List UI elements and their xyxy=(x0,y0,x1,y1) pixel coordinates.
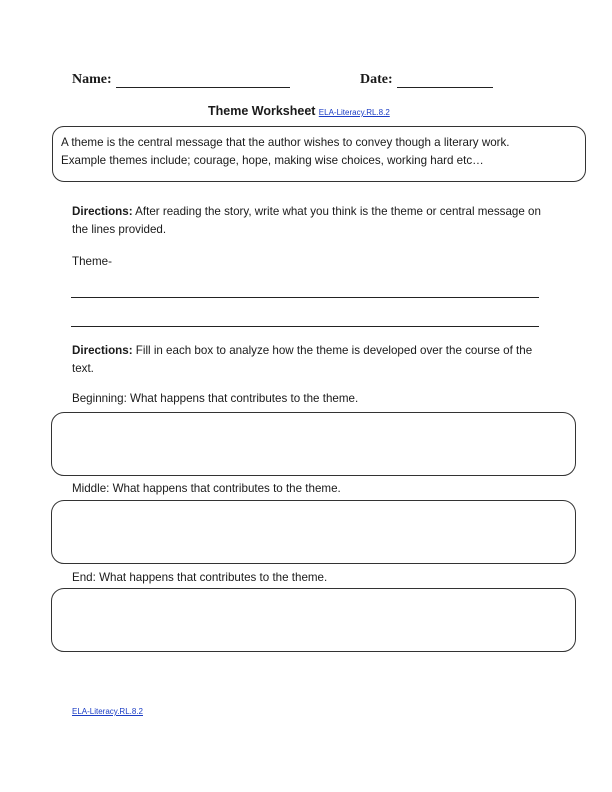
theme-label: Theme- xyxy=(72,255,112,268)
theme-answer-line-1[interactable] xyxy=(71,297,539,298)
directions-1 xyxy=(72,203,542,239)
title-text: Theme Worksheet xyxy=(208,104,316,118)
directions-1-label: Directions: xyxy=(72,205,133,218)
directions-2-text: Fill in each box to analyze how the theme is developed over the course of the text. xyxy=(72,344,533,375)
name-field[interactable] xyxy=(116,72,290,88)
worksheet-title xyxy=(208,104,390,118)
name-label: Name: xyxy=(72,72,112,87)
directions-2-label: Directions: xyxy=(72,344,133,357)
end-answer-box[interactable] xyxy=(51,588,576,652)
intro-line-1: A theme is the central message that the author wishes to convey though a literary work. xyxy=(61,136,510,149)
beginning-label: Beginning: What happens that contributes to the theme. xyxy=(72,392,359,405)
date-label: Date: xyxy=(360,72,393,87)
directions-2 xyxy=(72,342,542,378)
middle-label: Middle: What happens that contributes to the theme. xyxy=(72,482,341,495)
directions-1-text: After reading the story, write what you think is the theme or central message on the lines provided. xyxy=(72,205,541,236)
end-label: End: What happens that contributes to the theme. xyxy=(72,571,328,584)
theme-answer-line-2[interactable] xyxy=(71,326,539,327)
intro-line-2: Example themes include; courage, hope, making wise choices, working hard etc… xyxy=(61,154,484,167)
title-standard-link[interactable]: ELA-Literacy.RL.8.2 xyxy=(318,108,390,117)
beginning-answer-box[interactable] xyxy=(51,412,576,476)
footer-standard-link[interactable]: ELA-Literacy.RL.8.2 xyxy=(72,707,143,716)
middle-answer-box[interactable] xyxy=(51,500,576,564)
date-field[interactable] xyxy=(397,72,493,88)
intro-text xyxy=(61,134,581,170)
